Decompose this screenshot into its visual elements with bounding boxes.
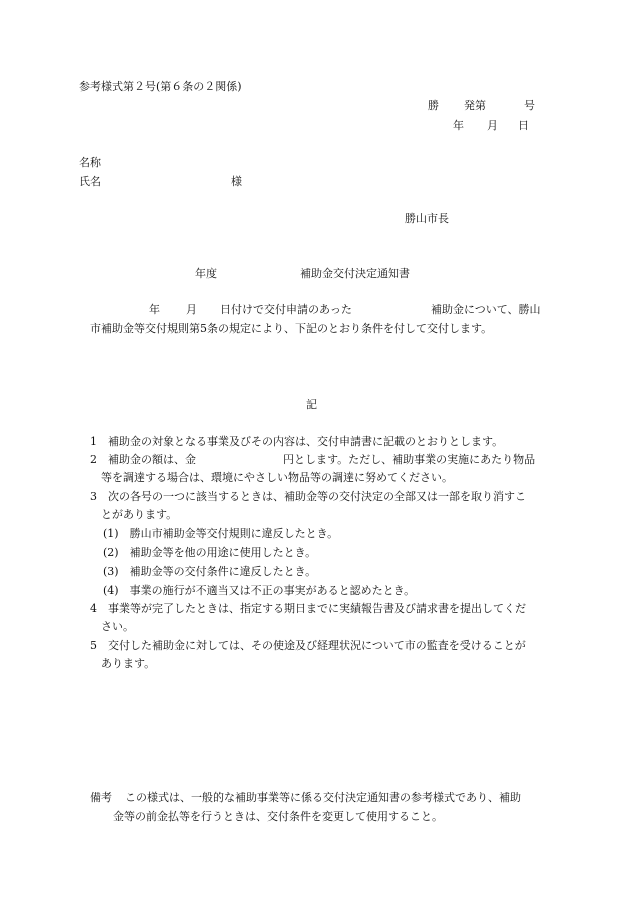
remarks-line-1: この様式は、一般的な補助事業等に係る交付決定通知書の参考様式であり、補助	[125, 791, 521, 804]
condition-2-line-2: 等を調達する場合は、環境にやさしい物品等の調達に努めてください。	[101, 471, 453, 484]
intro-text-2: 補助金について、勝山	[431, 303, 541, 316]
date-day: 日	[518, 119, 529, 132]
condition-3-item-4: (4) 事業の施行が不適当又は不正の事実があると認めたとき。	[103, 584, 416, 597]
intro-year: 年	[149, 303, 160, 316]
recipient-person-label: 氏名	[79, 175, 101, 188]
condition-1: 1 補助金の対象となる事業及びその内容は、交付申請書に記載のとおりとします。	[90, 435, 504, 448]
condition-2-cont: 円とします。ただし、補助事業の実施にあたり物品	[283, 453, 536, 466]
condition-5: 5 交付した補助金に対しては、その使途及び経理状況について市の監査を受けることが	[90, 639, 526, 652]
intro-text-1: 日付けで交付申請のあった	[220, 303, 352, 316]
ki-heading: 記	[306, 398, 317, 411]
condition-3-line-2: とがあります。	[101, 508, 178, 521]
document-title: 補助金交付決定通知書	[300, 267, 410, 280]
issuer-code-prefix: 勝	[428, 99, 439, 112]
recipient-honorific: 様	[231, 175, 242, 188]
condition-3: 3 次の各号の一つに該当するときは、補助金等の交付決定の全部又は一部を取り消すこ	[90, 490, 526, 503]
issuer-code-suffix: 号	[524, 99, 535, 112]
form-label: 参考様式第２号(第６条の２関係)	[79, 80, 242, 93]
remarks-line-2: 金等の前金払等を行うときは、交付条件を変更して使用すること。	[113, 810, 443, 823]
sender: 勝山市長	[405, 212, 449, 225]
intro-line-2: 市補助金等交付規則第5条の規定により、下記のとおり条件を付して交付します。	[90, 322, 493, 335]
date-year: 年	[453, 119, 464, 132]
condition-2-start: 2 補助金の額は、金	[90, 453, 196, 466]
condition-4: 4 事業等が完了したときは、指定する期日までに実績報告書及び請求書を提出してくだ	[90, 602, 526, 615]
condition-3-item-3: (3) 補助金等の交付条件に違反したとき。	[103, 565, 317, 578]
condition-5-line-2: あります。	[101, 657, 156, 670]
condition-3-item-1: (1) 勝山市補助金等交付規則に違反したとき。	[103, 527, 339, 540]
date-month: 月	[487, 119, 498, 132]
condition-3-item-2: (2) 補助金等を他の用途に使用したとき。	[103, 546, 317, 559]
issuer-code-mid: 発第	[464, 99, 486, 112]
remarks-label: 備考	[90, 791, 112, 804]
intro-month: 月	[186, 303, 197, 316]
condition-4-line-2: さい。	[101, 620, 134, 633]
title-year-label: 年度	[195, 267, 217, 280]
recipient-name-label: 名称	[79, 156, 101, 169]
